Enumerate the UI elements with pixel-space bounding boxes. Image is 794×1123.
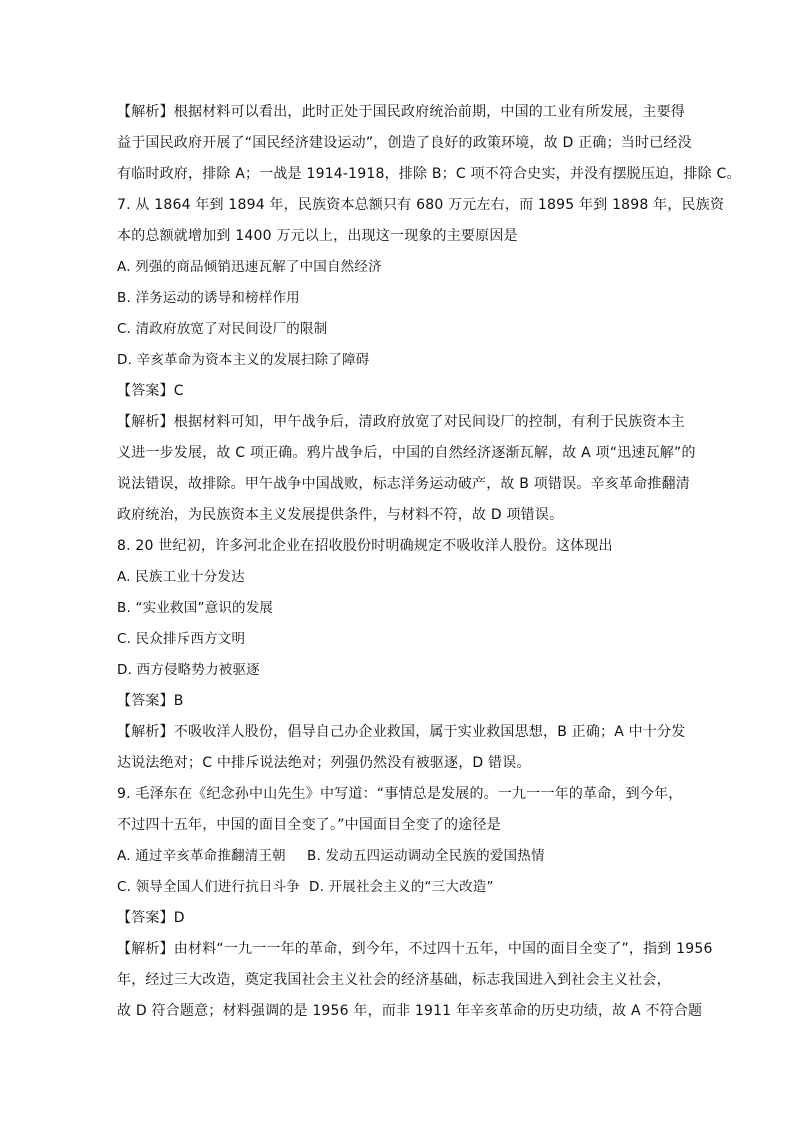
analysis-7-line-3: 说法错误，故排除。甲午战争中国战败，标志洋务运动破产，故 B 项错误。辛亥革命推翻清 xyxy=(117,476,690,492)
analysis-9-line-3: 故 D 符合题意；材料强调的是 1956 年，而非 1911 年辛亥革命的历史功绩，故 A 不符合题 xyxy=(117,1003,703,1019)
question-8-stem: 8. 20 世纪初，许多河北企业在招收股份时明确规定不吸收洋人股份。这体现出 xyxy=(117,538,613,554)
question-9-option-c: C. 领导全国人们进行抗日斗争 xyxy=(117,879,301,895)
analysis-9-line-2: 年，经过三大改造，奠定我国社会主义社会的经济基础，标志我国进入到社会主义社会， xyxy=(117,972,671,988)
question-9-options-row-2 xyxy=(117,872,683,903)
analysis-7-line-4: 政府统治，为民族资本主义发展提供条件，与材料不符，故 D 项错误。 xyxy=(117,507,564,523)
question-8-option-b: B. “实业救国”意识的发展 xyxy=(117,600,274,616)
analysis-6-line-1: 【解析】根据材料可以看出，此时正处于国民政府统治前期，中国的工业有所发展，主要得 xyxy=(117,104,685,120)
analysis-7-line-1: 【解析】根据材料可知，甲午战争后，清政府放宽了对民间设厂的控制，有利于民族资本主 xyxy=(117,414,685,430)
analysis-9-line-1: 【解析】由材料“一九一一年的革命，到今年，不过四十五年，中国的面目全变了”，指到 1956 xyxy=(117,941,713,957)
question-9-answer: 【答案】D xyxy=(117,910,185,926)
question-9-option-a: A. 通过辛亥革命推翻清王朝 xyxy=(117,848,286,864)
question-7-option-a: A. 列强的商品倾销迅速瓦解了中国自然经济 xyxy=(117,259,382,275)
question-7-stem-line-1: 7. 从 1864 年到 1894 年，民族资本总额只有 680 万元左右，而 1895 年到 1898 年，民族资 xyxy=(117,197,725,213)
question-9-stem-line-1: 9. 毛泽东在《纪念孙中山先生》中写道：“事情总是发展的。一九一一年的革命，到今年， xyxy=(117,786,683,802)
question-8-option-a: A. 民族工业十分发达 xyxy=(117,569,245,585)
document-page xyxy=(117,97,741,1027)
analysis-8-line-2: 达说法绝对；C 中排斥说法绝对；列强仍然没有被驱逐，D 错误。 xyxy=(117,755,531,771)
analysis-8-line-1: 【解析】不吸收洋人股份，倡导自己办企业救国，属于实业救国思想，B 正确；A 中十分发 xyxy=(117,724,686,740)
question-7-option-b: B. 洋务运动的诱导和榜样作用 xyxy=(117,290,300,306)
question-8-answer: 【答案】B xyxy=(117,693,184,709)
question-7-stem-line-2: 本的总额就增加到 1400 万元以上，出现这一现象的主要原因是 xyxy=(117,228,518,244)
question-8-option-d: D. 西方侵略势力被驱逐 xyxy=(117,662,260,678)
question-9-options-row-1 xyxy=(117,841,683,872)
question-7-option-d: D. 辛亥革命为资本主义的发展扫除了障碍 xyxy=(117,352,370,368)
question-8-option-c: C. 民众排斥西方文明 xyxy=(117,631,246,647)
analysis-7-line-2: 义进一步发展，故 C 项正确。鸦片战争后，中国的自然经济逐渐瓦解，故 A 项“迅速瓦解”的 xyxy=(117,445,696,461)
analysis-6-line-2: 益于国民政府开展了“国民经济建设运动”，创造了良好的政策环境，故 D 正确；当时已经没 xyxy=(117,135,692,151)
question-9-option-b: B. 发动五四运动调动全民族的爱国热情 xyxy=(307,848,545,864)
question-7-answer: 【答案】C xyxy=(117,383,184,399)
question-9-option-d: D. 开展社会主义的“三大改造” xyxy=(309,879,494,895)
analysis-6-line-3: 有临时政府，排除 A；一战是 1914-1918，排除 B；C 项不符合史实，并没有摆脱压迫，排除 C。 xyxy=(117,166,741,182)
question-9-stem-line-2: 不过四十五年，中国的面目全变了。”中国面目全变了的途径是 xyxy=(117,817,501,833)
question-7-option-c: C. 清政府放宽了对民间设厂的限制 xyxy=(117,321,328,337)
